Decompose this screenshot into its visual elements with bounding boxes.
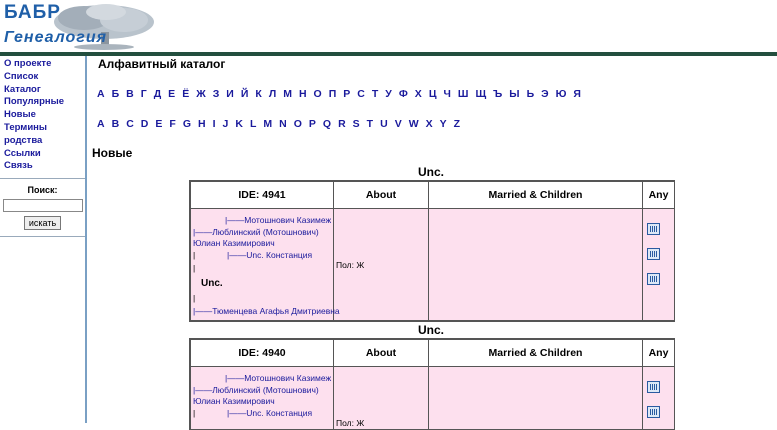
cyrillic-letter-link[interactable]: Ы [509,88,519,100]
cyrillic-letter-link[interactable]: М [283,88,292,100]
record-title: Unc. [188,323,674,337]
family-tree-icon[interactable] [647,248,660,260]
sidebar-item-list[interactable] [4,71,85,84]
cyrillic-letter-link[interactable]: Б [112,88,120,100]
record-ide: IDE: 4941 [191,182,334,209]
record-header-row [191,182,675,209]
record-card [189,338,675,430]
cyrillic-letter-link[interactable]: Ю [556,88,567,100]
sidebar-item-links[interactable] [4,148,85,161]
cyrillic-letter-link[interactable]: А [97,88,105,100]
record-title: Unc. [188,165,674,179]
cyrillic-letter-link[interactable]: У [385,88,392,100]
latin-letter-link[interactable]: H [198,118,206,130]
cyrillic-letter-link[interactable]: Р [343,88,350,100]
cyrillic-letter-link[interactable]: Ц [429,88,437,100]
record-table [190,181,675,321]
latin-letter-link[interactable]: N [279,118,287,130]
cyrillic-letter-link[interactable]: Г [141,88,147,100]
cyrillic-letter-link[interactable]: Э [541,88,548,100]
cyrillic-letter-link[interactable]: О [314,88,322,100]
tree-grandfather-link[interactable]: |——Мотошнович Казимеж [225,215,331,225]
tree-father-link-cont[interactable]: Юлиан Казимирович [193,238,275,248]
cyrillic-letter-link[interactable]: И [226,88,234,100]
sidebar-link-kinship-terms[interactable]: Термины родства [4,122,47,146]
married-children-cell [429,209,643,321]
sidebar-divider-bottom [0,236,85,237]
cyrillic-letter-link[interactable]: Т [372,88,378,100]
latin-letter-link[interactable]: W [409,118,419,130]
latin-letter-link[interactable]: Z [454,118,460,130]
tree-grandmother-link[interactable]: |——Unc. Констанция [227,250,312,260]
any-icons-cell [643,367,675,430]
site-header [0,0,777,52]
alphabet-latin [97,118,467,130]
section-title-new: Новые [92,146,132,160]
details-icon[interactable] [647,381,660,393]
cyrillic-letter-link[interactable]: Ь [527,88,535,100]
latin-letter-link[interactable]: I [213,118,216,130]
married-children-cell [429,367,643,430]
latin-letter-link[interactable]: R [338,118,346,130]
sidebar-divider [0,178,85,179]
column-about: About [334,182,429,209]
cyrillic-letter-link[interactable]: Ъ [493,88,502,100]
search-input[interactable] [3,199,83,212]
latin-letter-link[interactable]: S [353,118,360,130]
tree-bar: | [193,293,195,303]
site-logo[interactable] [0,0,160,52]
latin-letter-link[interactable]: O [294,118,302,130]
latin-letter-link[interactable]: A [97,118,105,130]
latin-letter-link[interactable]: X [426,118,433,130]
cyrillic-letter-link[interactable]: Е [168,88,175,100]
record-ide: IDE: 4940 [191,340,334,367]
sidebar-link-contact[interactable]: Связь [4,160,33,171]
cyrillic-letter-link[interactable]: Я [573,88,581,100]
column-any: Any [643,182,675,209]
about-cell: Пол: Ж [334,209,429,321]
record-body-row [191,209,675,321]
column-married-children: Married & Children [429,182,643,209]
tree-grandfather-link[interactable]: |——Мотошнович Казимеж [225,373,331,383]
tree-father-link[interactable]: |——Люблинский (Мотошнович) [193,227,319,237]
cyrillic-letter-link[interactable]: Н [299,88,307,100]
latin-letter-link[interactable]: K [235,118,243,130]
any-icons-cell [643,209,675,321]
tree-mother-link[interactable]: |——Тюменцева Агафья Дмитриевна [193,306,340,316]
family-tree-cell [191,367,334,430]
sidebar-link-catalog[interactable]: Каталог [4,84,41,95]
latin-letter-link[interactable]: G [183,118,191,130]
latin-letter-link[interactable]: J [223,118,229,130]
latin-letter-link[interactable]: Q [323,118,331,130]
tree-self: Unc. [201,278,223,289]
latin-letter-link[interactable]: U [380,118,388,130]
sidebar-item-catalog[interactable] [4,84,85,97]
record-body-row [191,367,675,430]
tree-bar: | [193,250,195,260]
record-header-row [191,340,675,367]
sidebar-nav [0,56,85,173]
tree-grandmother-link[interactable]: |——Unc. Констанция [227,408,312,418]
search-button[interactable]: искать [24,216,61,230]
latin-letter-link[interactable]: E [155,118,162,130]
column-any: Any [643,340,675,367]
latin-letter-link[interactable]: M [263,118,272,130]
cyrillic-letter-link[interactable]: Ч [443,88,450,100]
tree-father-link[interactable]: |——Люблинский (Мотошнович) [193,385,319,395]
family-tree-icon[interactable] [647,406,660,418]
sidebar-item-popular[interactable] [4,96,85,109]
cyrillic-letter-link[interactable]: Д [154,88,161,100]
logo-text-genealogy: Генеалогия [4,29,107,47]
sidebar [0,56,87,423]
details-icon[interactable] [647,223,660,235]
cyrillic-letter-link[interactable]: Ж [196,88,206,100]
latin-letter-link[interactable]: C [126,118,134,130]
sidebar-item-new[interactable] [4,109,85,122]
cyrillic-letter-link[interactable]: Х [415,88,422,100]
sidebar-link-links[interactable]: Ссылки [4,148,41,159]
latin-letter-link[interactable]: D [141,118,149,130]
descendants-icon[interactable] [647,273,660,285]
record-card [189,180,675,322]
cyrillic-letter-link[interactable]: Л [269,88,276,100]
cyrillic-letter-link[interactable]: К [255,88,261,100]
cyrillic-letter-link[interactable]: С [357,88,365,100]
cyrillic-letter-link[interactable]: Щ [475,88,486,100]
about-cell: Пол: Ж [334,367,429,430]
record-table [190,339,675,430]
sidebar-item-about[interactable] [4,58,85,71]
sidebar-link-popular[interactable]: Популярные [4,96,64,107]
cyrillic-letter-link[interactable]: П [329,88,337,100]
alphabet-cyrillic [97,88,588,100]
tree-bar: | [193,408,195,418]
latin-letter-link[interactable]: L [250,118,256,130]
latin-letter-link[interactable]: B [112,118,120,130]
header-divider [0,52,777,56]
sidebar-item-kinship-terms[interactable] [4,122,85,148]
sidebar-link-new[interactable]: Новые [4,109,36,120]
sidebar-link-list[interactable]: Список [4,71,38,82]
cyrillic-letter-link[interactable]: Ш [458,88,469,100]
cyrillic-letter-link[interactable]: Й [241,88,249,100]
cyrillic-letter-link[interactable]: З [213,88,220,100]
latin-letter-link[interactable]: Y [440,118,447,130]
sidebar-item-contact[interactable] [4,160,85,173]
family-tree-cell [191,209,334,321]
tree-bar: | [193,263,195,273]
latin-letter-link[interactable]: F [169,118,175,130]
search-label: Поиск: [0,185,85,195]
sidebar-link-about[interactable]: О проекте [4,58,51,69]
logo-text-babr: БАБР [4,2,61,24]
latin-letter-link[interactable]: P [309,118,316,130]
latin-letter-link[interactable]: V [395,118,402,130]
column-married-children: Married & Children [429,340,643,367]
tree-father-link-cont[interactable]: Юлиан Казимирович [193,396,275,406]
cyrillic-letter-link[interactable]: В [126,88,134,100]
cyrillic-letter-link[interactable]: Ф [399,88,408,100]
cyrillic-letter-link[interactable]: Ё [182,88,189,100]
column-about: About [334,340,429,367]
latin-letter-link[interactable]: T [367,118,373,130]
page-title: Алфавитный каталог [98,57,225,71]
